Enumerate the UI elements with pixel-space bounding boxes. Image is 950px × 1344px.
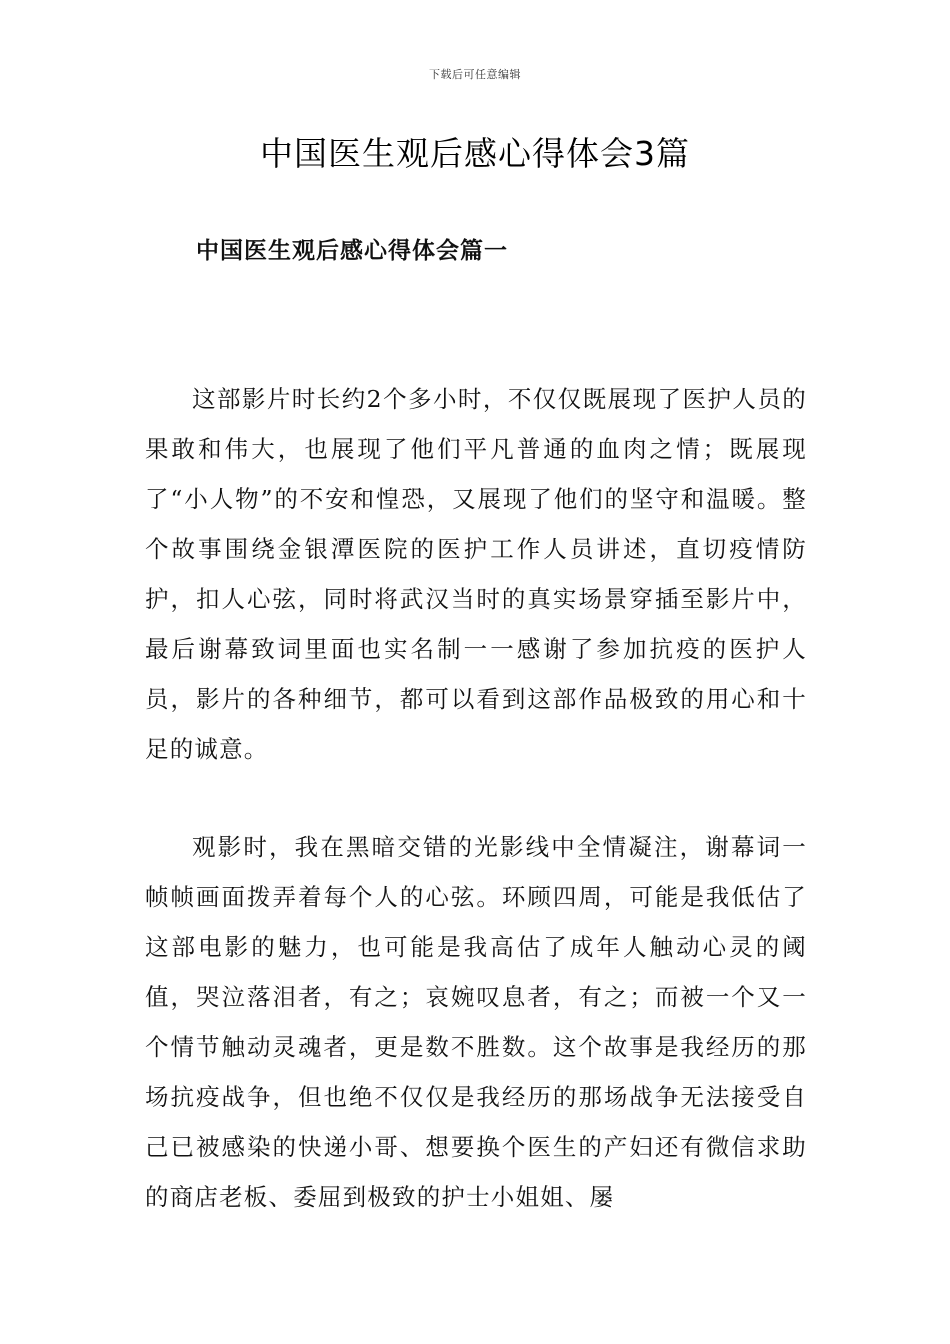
- body-paragraph: 这部影片时长约2个多小时，不仅仅既展现了医护人员的果敢和伟大，也展现了他们平凡普通的血肉之情；既展现了“小人物”的不安和惶恐，又展现了他们的坚守和温暖。整个故事围绕金银潭医院的医护工作人员讲述，直切疫情防护，扣人心弦，同时将武汉当时的真实场景穿插至影片中，最后谢幕致词里面也实名制一一感谢了参加抗疫的医护人员，影片的各种细节，都可以看到这部作品极致的用心和十足的诚意。: [145, 385, 807, 763]
- header-note: 下载后可任意编辑: [429, 68, 521, 81]
- document-title: 中国医生观后感心得体会3篇: [260, 134, 690, 173]
- body-paragraph: 观影时，我在黑暗交错的光影线中全情凝注，谢幕词一帧帧画面拨弄着每个人的心弦。环顾四周，可能是我低估了这部电影的魅力，也可能是我高估了成年人触动心灵的阈值，哭泣落泪者，有之；哀婉叹息者，有之；而被一个又一个情节触动灵魂者，更是数不胜数。这个故事是我经历的那场抗疫战争，但也绝不仅仅是我经历的那场战争无法接受自己已被感染的快递小哥、想要换个医生的产妇还有微信求助的商店老板、委屈到极致的护士小姐姐、屡: [145, 833, 807, 1211]
- section-heading: 中国医生观后感心得体会篇一: [196, 237, 508, 264]
